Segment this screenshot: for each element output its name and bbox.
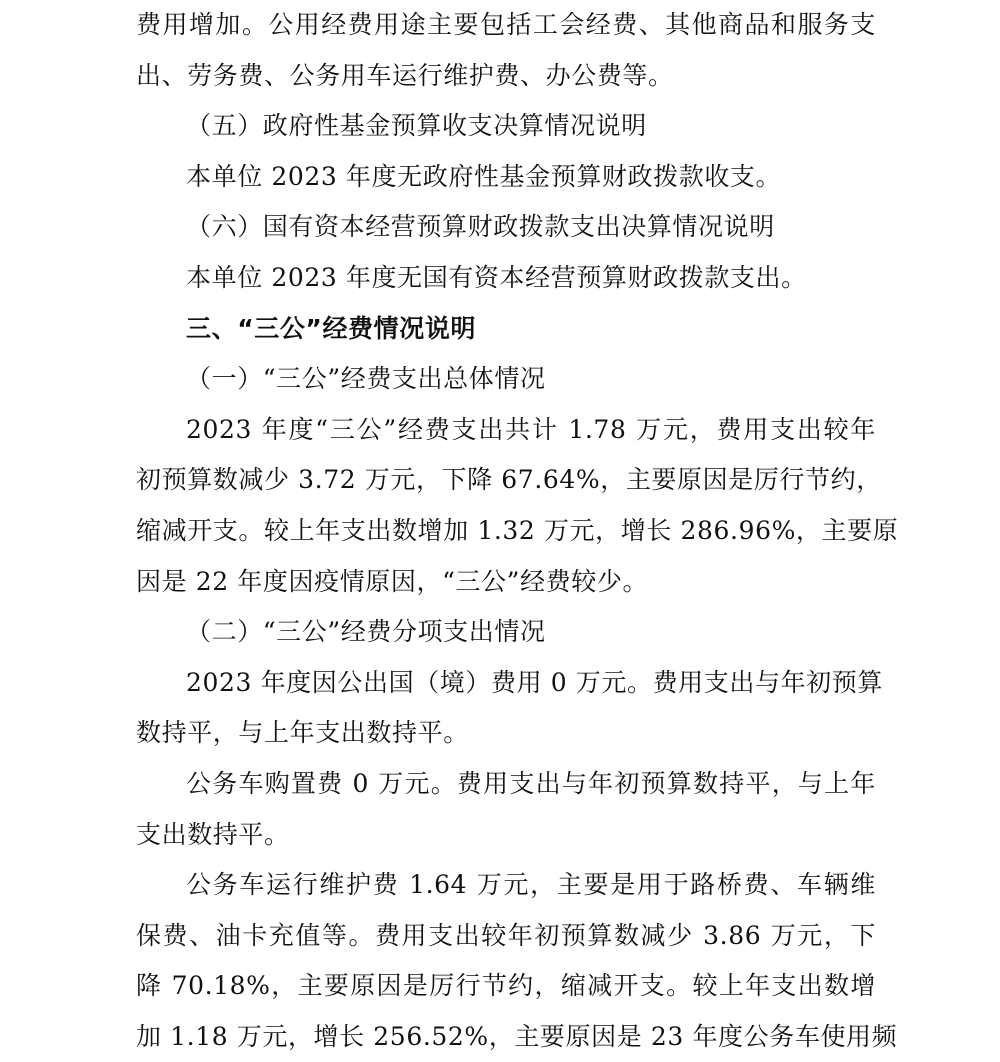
text-line: 2023 年度“三公”经费支出共计 1.78 万元，费用支出较年 xyxy=(186,414,876,444)
text-line: 费用增加。公用经费用途主要包括工会经费、其他商品和服务支 xyxy=(136,10,876,39)
text-line: 因是 22 年度因疫情原因，“三公”经费较少。 xyxy=(136,566,649,596)
section-heading: （一）“三公”经费支出总体情况 xyxy=(186,364,546,394)
text-line: 降 70.18%，主要原因是厉行节约，缩减开支。较上年支出数增 xyxy=(136,971,876,1001)
paragraph-government-fund xyxy=(136,152,876,203)
text-line: 公务车运行维护费 1.64 万元，主要是用于路桥费、车辆维 xyxy=(186,870,876,900)
paragraph-public-expenses xyxy=(136,0,876,101)
heading-three-public-items xyxy=(136,607,876,658)
text-line: 支出数持平。 xyxy=(136,819,290,849)
text-line: 数持平，与上年支出数持平。 xyxy=(136,718,469,748)
paragraph-vehicle-maintenance xyxy=(136,860,898,1062)
heading-state-capital xyxy=(136,202,876,253)
text-line: 加 1.18 万元，增长 256.52%，主要原因是 23 年度公务车使用频 xyxy=(136,1021,898,1051)
text-line: 本单位 2023 年度无政府性基金预算财政拨款收支。 xyxy=(186,161,782,191)
chapter-heading: 三、“三公”经费情况说明 xyxy=(186,313,477,343)
heading-three-public-total xyxy=(136,354,876,405)
heading-government-fund xyxy=(136,101,876,152)
paragraph-state-capital xyxy=(136,253,876,304)
text-line: 公务车购置费 0 万元。费用支出与年初预算数持平，与上年 xyxy=(186,768,876,798)
paragraph-vehicle-purchase xyxy=(136,759,876,860)
section-heading: （六）国有资本经营预算财政拨款支出决算情况说明 xyxy=(186,212,775,242)
document-page xyxy=(136,0,899,1062)
text-line: 保费、油卡充值等。费用支出较年初预算数减少 3.86 万元，下 xyxy=(136,920,876,950)
text-line: 初预算数减少 3.72 万元，下降 67.64%，主要原因是厉行节约， xyxy=(136,465,882,495)
text-line: 2023 年度因公出国（境）费用 0 万元。费用支出与年初预算 xyxy=(186,667,883,697)
section-heading: （五）政府性基金预算收支决算情况说明 xyxy=(186,111,647,141)
paragraph-three-public-total xyxy=(136,405,899,607)
text-line: 缩减开支。较上年支出数增加 1.32 万元，增长 286.96%，主要原 xyxy=(136,515,899,545)
heading-three-public xyxy=(136,304,876,355)
text-line: 出、劳务费、公务用车运行维护费、办公费等。 xyxy=(136,60,674,90)
paragraph-overseas-trip xyxy=(136,658,883,759)
text-line: 本单位 2023 年度无国有资本经营预算财政拨款支出。 xyxy=(186,262,807,292)
section-heading: （二）“三公”经费分项支出情况 xyxy=(186,617,546,647)
